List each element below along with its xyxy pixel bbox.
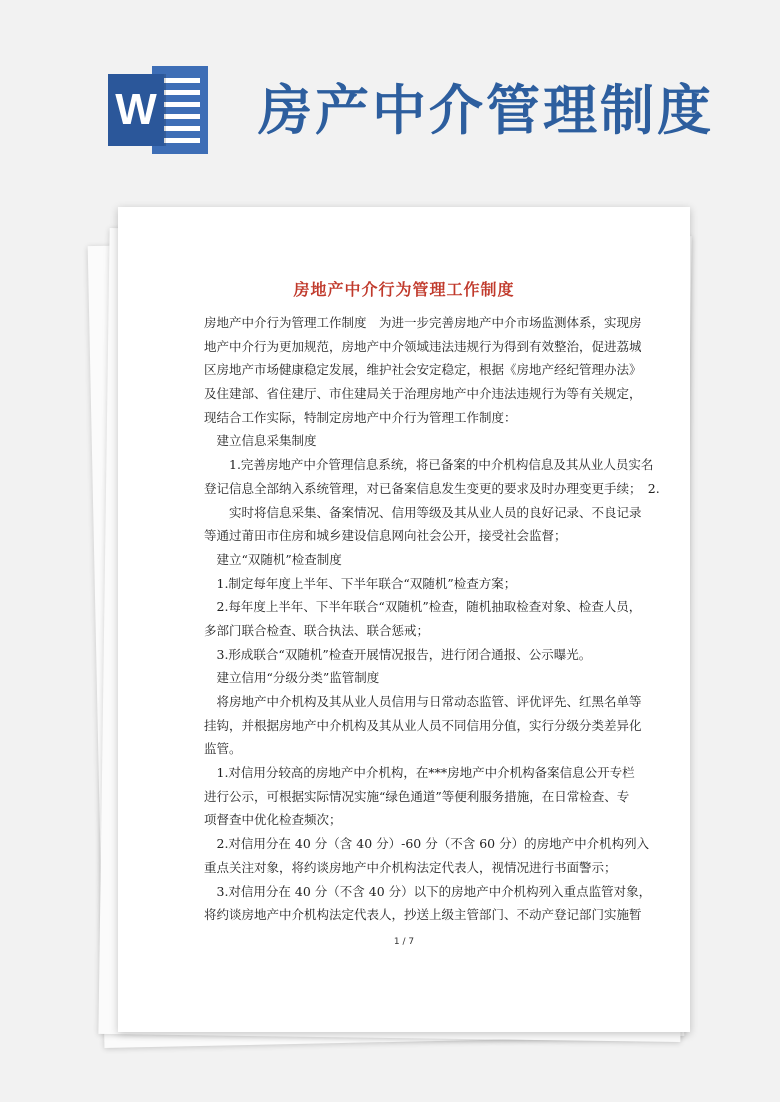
document-line: 实时将信息采集、备案情况、信用等级及其从业人员的良好记录、不良记录: [204, 504, 642, 520]
document-line: 地产中介行为更加规范，房地产中介领域违法违规行为得到有效整治，促进荔城: [204, 338, 642, 354]
document-line: 等通过莆田市住房和城乡建设信息网向社会公开，接受社会监督；: [204, 528, 567, 544]
document-line: 多部门联合检查、联合执法、联合惩戒；: [204, 622, 430, 638]
document-line: 1.制定每年度上半年、下半年联合“双随机”检查方案；: [204, 575, 517, 591]
document-line: 现结合工作实际，特制定房地产中介行为管理工作制度：: [204, 409, 517, 425]
document-page: [118, 207, 690, 1032]
document-line: 将约谈房地产中介机构法定代表人，抄送上级主管部门、不动产登记部门实施暂: [204, 907, 642, 923]
document-line: 建立信息采集制度: [204, 433, 317, 449]
document-line: 将房地产中介机构及其从业人员信用与日常动态监管、评优评先、红黑名单等: [204, 694, 642, 709]
document-title: 房地产中介行为管理工作制度: [293, 280, 515, 299]
header-banner: [0, 0, 780, 195]
document-line: 2.每年度上半年、下半年联合“双随机”检查，随机抽取检查对象、检查人员，: [204, 599, 642, 615]
document-line: 区房地产市场健康稳定发展，维护社会安定稳定，根据《房地产经纪管理办法》: [204, 362, 642, 378]
document-line: 项督查中优化检查频次；: [204, 812, 342, 828]
document-line: 2.对信用分在 40 分（含 40 分）-60 分（不含 60 分）的房地产中介机构列入: [204, 836, 650, 852]
document-line: 监管。: [204, 741, 242, 757]
document-line: 挂钩，并根据房地产中介机构及其从业人员不同信用分值，实行分级分类差异化: [204, 717, 642, 733]
document-line: 房地产中介行为管理工作制度 为进一步完善房地产中介市场监测体系，实现房: [204, 315, 642, 330]
document-line: 3.对信用分在 40 分（不含 40 分）以下的房地产中介机构列入重点监管对象，: [204, 883, 652, 899]
document-line: 及住建部、省住建厅、市住建局关于治理房地产中介违法违规行为等有关规定，: [204, 386, 642, 402]
document-line: 登记信息全部纳入系统管理，对已备案信息发生变更的要求及时办理变更手续； 2.: [204, 480, 660, 496]
document-line: 建立“双随机”检查制度: [204, 551, 342, 567]
document-line: 建立信用“分级分类”监管制度: [204, 670, 380, 686]
document-line: 进行公示，可根据实际情况实施“绿色通道”等便利服务措施，在日常检查、专: [204, 788, 630, 804]
page-number: 1 / 7: [393, 937, 415, 947]
document-line: 1.完善房地产中介管理信息系统，将已备案的中介机构信息及其从业人员实名: [204, 457, 654, 473]
word-icon-letter: W: [108, 74, 164, 146]
document-line: 重点关注对象，将约谈房地产中介机构法定代表人，视情况进行书面警示；: [204, 859, 617, 875]
document-body: [204, 311, 660, 927]
word-document-icon: [108, 66, 208, 154]
page-title: 房产中介管理制度: [258, 79, 714, 142]
document-line: 1.对信用分较高的房地产中介机构，在***房地产中介机构备案信息公开专栏: [204, 765, 635, 781]
document-line: 3.形成联合“双随机”检查开展情况报告，进行闭合通报、公示曝光。: [204, 646, 592, 662]
